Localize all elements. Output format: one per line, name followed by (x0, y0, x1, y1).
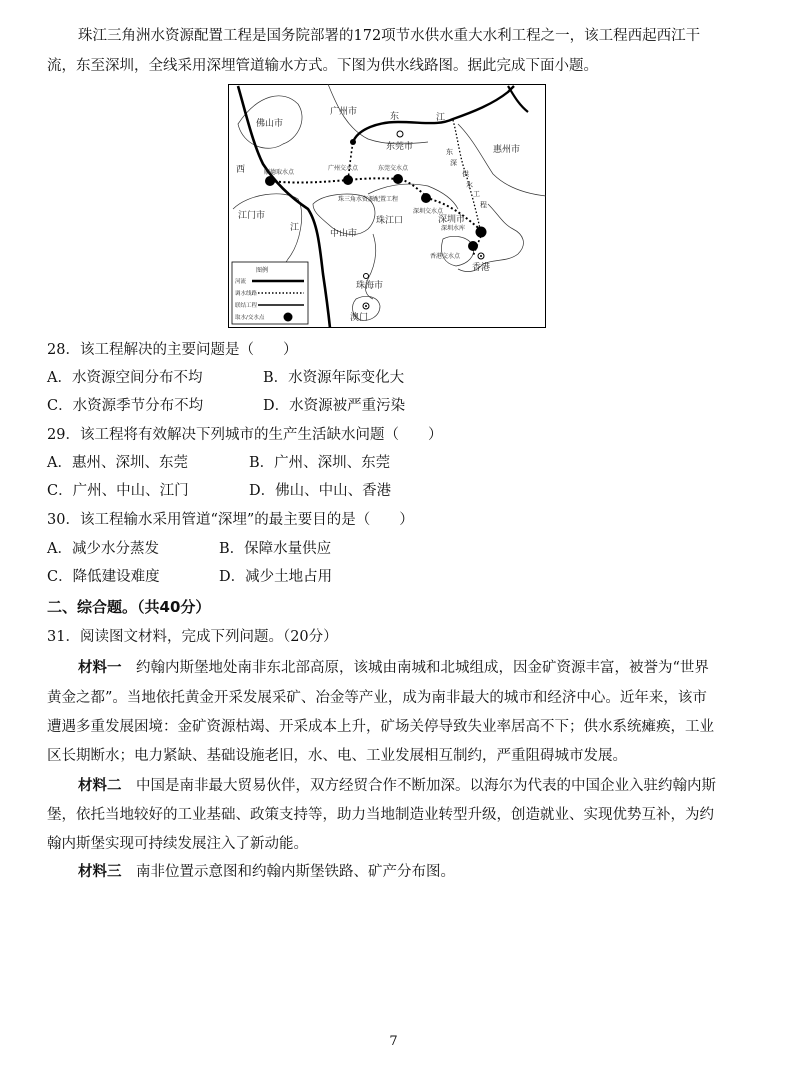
q29-option-a: A．惠州、深圳、东莞 (47, 455, 188, 471)
hongkong-point-marker (468, 241, 478, 251)
jiangmen-label: 江门市 (238, 211, 266, 221)
q30-option-a: A．减少水分蒸发 (47, 541, 159, 557)
q31-stem: 31．阅读图文材料，完成下列问题。（20分） (47, 629, 338, 645)
material-1-line-1: 材料一 约翰内斯堡地处南非东北部高原，该城由南城和北城组成，因金矿资源丰富，被誉为“世界 (78, 660, 709, 676)
svg-text:河流: 河流 (235, 279, 247, 285)
material-2-line-3: 翰内斯堡实现可持续发展注入了新动能。 (47, 836, 308, 852)
q28-option-a: A．水资源空间分布不均 (47, 370, 203, 386)
material-2-label: 材料二 (78, 778, 122, 794)
q28-option-d: D．水资源被严重污染 (263, 398, 406, 414)
q29-option-c: C．广州、中山、江门 (47, 483, 189, 499)
q28-option-b: B．水资源年际变化大 (263, 370, 405, 386)
material-3-label: 材料三 (78, 864, 122, 880)
hongkong-label: 香港 (472, 263, 491, 273)
shenzhen-reservoir-label: 深圳水库 (441, 225, 466, 232)
dong-label: 东 (390, 112, 400, 122)
guangzhou-label: 广州市 (330, 107, 358, 117)
water-supply-route-map (228, 84, 546, 328)
macau-label: 澳门 (350, 313, 369, 323)
svg-text:联结工程: 联结工程 (235, 303, 258, 309)
shunde-point-marker (265, 176, 275, 186)
map-legend (232, 262, 308, 324)
svg-text:取水/交水点: 取水/交水点 (235, 315, 265, 321)
q30-option-d: D．减少土地占用 (219, 569, 333, 585)
project-label: 珠三角水资源配置工程 (338, 196, 399, 203)
foshan-label: 佛山市 (256, 119, 284, 129)
intro-line-1: 珠江三角洲水资源配置工程是国务院部署的172项节水供水重大水利工程之一，该工程西起西江干 (78, 28, 701, 44)
q29-option-b: B．广州、深圳、东莞 (249, 455, 391, 471)
svg-text:东: 东 (446, 148, 453, 156)
guangzhou-point-label: 广州交水点 (328, 165, 359, 172)
svg-text:供: 供 (462, 170, 469, 178)
q28-option-c: C．水资源季节分布不均 (47, 398, 204, 414)
zhongshan-label: 中山市 (330, 229, 358, 239)
hongkong-point-label: 香港交水点 (430, 253, 461, 260)
svg-text:图例: 图例 (256, 267, 269, 274)
svg-text:程: 程 (480, 201, 487, 209)
xi-label: 西 (236, 165, 246, 175)
q28-stem: 28．该工程解决的主要问题是（ ） (47, 342, 298, 358)
q30-stem: 30．该工程输水采用管道“深埋”的最主要目的是（ ） (47, 512, 414, 528)
q29-stem: 29．该工程将有效解决下列城市的生产生活缺水问题（ ） (47, 427, 443, 443)
material-2-line-2: 堡，依托当地较好的工业基础、政策支持等，助力当地制造业转型升级，创造就业、实现优势互补，为约 (47, 807, 714, 823)
jiang2-label: 江 (290, 223, 300, 233)
huizhou-label: 惠州市 (493, 145, 521, 155)
shenzhen-label: 深圳市 (438, 215, 466, 225)
zhuhai-label: 珠海市 (356, 281, 384, 291)
section-2-title: 二、综合题。（共40分） (47, 598, 211, 616)
svg-text:深: 深 (450, 159, 457, 167)
material-3-line: 材料三 南非位置示意图和约翰内斯堡铁路、矿产分布图。 (78, 864, 455, 880)
material-2-line-1: 材料二 中国是南非最大贸易伙伴，双方经贸合作不断加深。以海尔为代表的中国企业入驻约翰内斯 (78, 778, 716, 794)
q30-option-c: C．降低建设难度 (47, 569, 160, 585)
dongguan-point-marker (393, 174, 403, 184)
jiang-label: 江 (436, 113, 446, 123)
svg-text:调水线路: 调水线路 (235, 291, 258, 297)
material-1-label: 材料一 (78, 660, 122, 676)
material-1-line-3: 遭遇多重发展困境：金矿资源枯竭、开采成本上升，矿场关停导致失业率居高不下；供水系统瘫痪，工业 (47, 719, 714, 735)
shenzhen-point-label: 深圳交水点 (413, 208, 444, 215)
shenzhen-point-marker (421, 193, 431, 203)
page-number: 7 (389, 1034, 398, 1049)
guangzhou-point-marker (343, 175, 353, 185)
material-1-line-2: 黄金之都”。当地依托黄金开采发展采矿、冶金等产业，成为南非最大的城市和经济中心。近年来，该市 (47, 690, 707, 706)
dongguan-point-label: 东莞交水点 (378, 165, 409, 172)
material-1-line-4: 区长期断水；电力紧缺、基础设施老旧，水、电、工业发展相互制约，严重阻碍城市发展。 (47, 748, 627, 764)
shenzhen-reservoir-marker (476, 227, 487, 238)
svg-text:工: 工 (473, 190, 480, 198)
svg-text:水: 水 (466, 181, 473, 189)
dongguan-label: 东莞市 (386, 142, 414, 152)
intro-line-2: 流，东至深圳，全线采用深埋管道输水方式。下图为供水线路图。据此完成下面小题。 (47, 58, 598, 74)
q30-option-b: B．保障水量供应 (219, 541, 332, 557)
zhujiangkou-label: 珠江口 (376, 216, 404, 226)
shunde-point-label: 顺德取水点 (264, 169, 295, 176)
q29-option-d: D．佛山、中山、香港 (249, 483, 392, 499)
